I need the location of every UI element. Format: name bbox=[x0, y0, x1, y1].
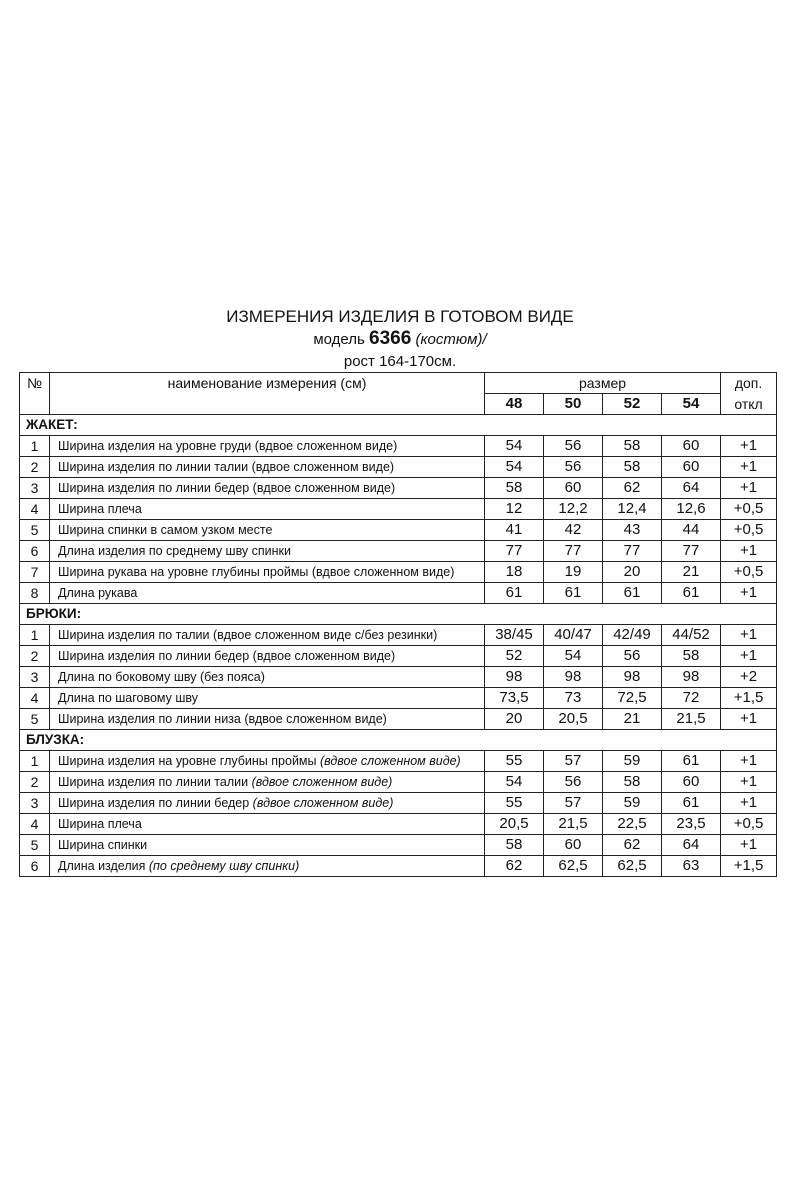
size-value: 62 bbox=[485, 856, 544, 877]
size-value: 22,5 bbox=[603, 814, 662, 835]
measurement-label: Ширина изделия по линии бедер bbox=[58, 796, 253, 810]
size-value: 60 bbox=[662, 436, 721, 457]
tolerance-value: +1 bbox=[721, 625, 777, 646]
measurement-name bbox=[50, 793, 485, 814]
size-value: 98 bbox=[603, 667, 662, 688]
measurement-label: Длина рукава bbox=[58, 586, 138, 600]
table-row bbox=[20, 478, 777, 499]
table-row bbox=[20, 583, 777, 604]
col-name-header: наименование измерения (см) bbox=[50, 373, 485, 415]
size-value: 58 bbox=[603, 772, 662, 793]
size-value: 98 bbox=[544, 667, 603, 688]
measurement-label: Длина изделия по среднему шву спинки bbox=[58, 544, 292, 558]
table-row bbox=[20, 835, 777, 856]
size-value: 56 bbox=[544, 772, 603, 793]
size-value: 77 bbox=[544, 541, 603, 562]
measurement-name bbox=[50, 646, 485, 667]
size-value: 20,5 bbox=[544, 709, 603, 730]
size-value: 23,5 bbox=[662, 814, 721, 835]
model-label: модель bbox=[313, 331, 365, 348]
size-value: 60 bbox=[544, 835, 603, 856]
row-number: 3 bbox=[20, 667, 50, 688]
model-line bbox=[0, 328, 800, 351]
measurement-label: Ширина плеча bbox=[58, 502, 142, 516]
size-value: 12,2 bbox=[544, 499, 603, 520]
tolerance-value: +1 bbox=[721, 793, 777, 814]
height-range: рост 164-170см. bbox=[343, 353, 457, 370]
section-header-row bbox=[20, 730, 777, 751]
size-value: 44 bbox=[662, 520, 721, 541]
section-header-row bbox=[20, 415, 777, 436]
measurement-label: Длина изделия bbox=[58, 859, 149, 873]
table-row bbox=[20, 541, 777, 562]
measurement-name bbox=[50, 772, 485, 793]
size-value: 60 bbox=[662, 457, 721, 478]
size-value: 43 bbox=[603, 520, 662, 541]
page-title: ИЗМЕРЕНИЯ ИЗДЕЛИЯ В ГОТОВОМ ВИДЕ bbox=[226, 307, 574, 326]
measurement-name bbox=[50, 457, 485, 478]
size-value: 42 bbox=[544, 520, 603, 541]
size-value: 41 bbox=[485, 520, 544, 541]
tolerance-value: +1 bbox=[721, 436, 777, 457]
size-value: 20,5 bbox=[485, 814, 544, 835]
measurement-name bbox=[50, 814, 485, 835]
size-value: 21,5 bbox=[544, 814, 603, 835]
tolerance-value: +1 bbox=[721, 478, 777, 499]
measurement-name bbox=[50, 436, 485, 457]
size-value: 58 bbox=[662, 646, 721, 667]
row-number: 6 bbox=[20, 856, 50, 877]
size-value: 58 bbox=[485, 478, 544, 499]
size-value: 61 bbox=[485, 583, 544, 604]
size-value: 61 bbox=[662, 751, 721, 772]
tolerance-value: +1 bbox=[721, 541, 777, 562]
size-value: 20 bbox=[603, 562, 662, 583]
size-value: 56 bbox=[544, 436, 603, 457]
size-value: 73,5 bbox=[485, 688, 544, 709]
size-value: 12,4 bbox=[603, 499, 662, 520]
measurement-name bbox=[50, 667, 485, 688]
size-value: 61 bbox=[603, 583, 662, 604]
table-row bbox=[20, 814, 777, 835]
row-number: 5 bbox=[20, 835, 50, 856]
row-number: 1 bbox=[20, 625, 50, 646]
measurement-table bbox=[19, 372, 777, 877]
size-value: 58 bbox=[485, 835, 544, 856]
size-value: 54 bbox=[544, 646, 603, 667]
table-row bbox=[20, 499, 777, 520]
size-value: 62 bbox=[603, 835, 662, 856]
measurement-label: Ширина изделия по линии низа (вдвое сложенном виде) bbox=[58, 712, 387, 726]
table-row bbox=[20, 562, 777, 583]
size-value: 59 bbox=[603, 751, 662, 772]
size-value: 57 bbox=[544, 751, 603, 772]
size-value: 77 bbox=[485, 541, 544, 562]
size-value: 42/49 bbox=[603, 625, 662, 646]
tolerance-value: +1 bbox=[721, 583, 777, 604]
col-tol-header-bottom: откл bbox=[721, 394, 777, 415]
size-value: 20 bbox=[485, 709, 544, 730]
size-value: 64 bbox=[662, 478, 721, 499]
size-value: 63 bbox=[662, 856, 721, 877]
size-value: 12,6 bbox=[662, 499, 721, 520]
measurement-label: Ширина изделия по линии талии (вдвое сложенном виде) bbox=[58, 460, 395, 474]
size-value: 40/47 bbox=[544, 625, 603, 646]
size-value: 55 bbox=[485, 793, 544, 814]
size-value: 77 bbox=[603, 541, 662, 562]
measurement-label: Ширина рукава на уровне глубины проймы (вдвое сложенном виде) bbox=[58, 565, 455, 579]
row-number: 4 bbox=[20, 814, 50, 835]
size-value: 21,5 bbox=[662, 709, 721, 730]
col-tol-header-top: доп. bbox=[721, 373, 777, 394]
measurement-label: Ширина спинки в самом узком месте bbox=[58, 523, 273, 537]
row-number: 4 bbox=[20, 688, 50, 709]
size-value: 98 bbox=[662, 667, 721, 688]
tolerance-value: +2 bbox=[721, 667, 777, 688]
size-value: 44/52 bbox=[662, 625, 721, 646]
table-row bbox=[20, 625, 777, 646]
size-48: 48 bbox=[485, 394, 544, 415]
size-value: 54 bbox=[485, 457, 544, 478]
col-num-header: № bbox=[20, 373, 50, 415]
size-value: 77 bbox=[662, 541, 721, 562]
size-value: 57 bbox=[544, 793, 603, 814]
tolerance-value: +1 bbox=[721, 772, 777, 793]
size-value: 72 bbox=[662, 688, 721, 709]
table-row bbox=[20, 772, 777, 793]
row-number: 8 bbox=[20, 583, 50, 604]
table-row bbox=[20, 646, 777, 667]
table-row bbox=[20, 793, 777, 814]
tolerance-value: +1 bbox=[721, 457, 777, 478]
table-row bbox=[20, 856, 777, 877]
table-row bbox=[20, 751, 777, 772]
size-value: 52 bbox=[485, 646, 544, 667]
measurement-name bbox=[50, 856, 485, 877]
size-value: 59 bbox=[603, 793, 662, 814]
tolerance-value: +1,5 bbox=[721, 688, 777, 709]
tolerance-value: +1,5 bbox=[721, 856, 777, 877]
row-number: 4 bbox=[20, 499, 50, 520]
row-number: 6 bbox=[20, 541, 50, 562]
measurement-note: (вдвое сложенном виде) bbox=[252, 796, 394, 810]
row-number: 7 bbox=[20, 562, 50, 583]
measurement-note: (по среднему шву спинки) bbox=[148, 859, 300, 873]
size-value: 56 bbox=[544, 457, 603, 478]
size-value: 19 bbox=[544, 562, 603, 583]
section-header-row bbox=[20, 604, 777, 625]
row-number: 2 bbox=[20, 457, 50, 478]
table-body bbox=[20, 373, 777, 877]
section-title: БЛУЗКА: bbox=[20, 730, 777, 751]
tolerance-value: +0,5 bbox=[721, 562, 777, 583]
measurement-name bbox=[50, 541, 485, 562]
size-50: 50 bbox=[544, 394, 603, 415]
measurement-label: Ширина изделия по линии талии bbox=[58, 775, 252, 789]
section-title: ЖАКЕТ: bbox=[20, 415, 777, 436]
row-number: 2 bbox=[20, 646, 50, 667]
measurement-note: (вдвое сложенном виде) bbox=[319, 754, 461, 768]
row-number: 1 bbox=[20, 436, 50, 457]
size-value: 61 bbox=[662, 583, 721, 604]
size-value: 54 bbox=[485, 772, 544, 793]
measurement-note: (вдвое сложенном виде) bbox=[251, 775, 393, 789]
tolerance-value: +0,5 bbox=[721, 499, 777, 520]
tolerance-value: +0,5 bbox=[721, 520, 777, 541]
tolerance-value: +1 bbox=[721, 646, 777, 667]
size-value: 58 bbox=[603, 457, 662, 478]
size-value: 72,5 bbox=[603, 688, 662, 709]
size-value: 73 bbox=[544, 688, 603, 709]
size-value: 60 bbox=[544, 478, 603, 499]
header-row bbox=[20, 373, 777, 394]
size-value: 58 bbox=[603, 436, 662, 457]
measurement-name bbox=[50, 499, 485, 520]
measurement-label: Ширина изделия на уровне груди (вдвое сложенном виде) bbox=[58, 439, 398, 453]
size-value: 54 bbox=[485, 436, 544, 457]
size-value: 18 bbox=[485, 562, 544, 583]
row-number: 1 bbox=[20, 751, 50, 772]
row-number: 5 bbox=[20, 709, 50, 730]
row-number: 2 bbox=[20, 772, 50, 793]
row-number: 3 bbox=[20, 793, 50, 814]
size-value: 64 bbox=[662, 835, 721, 856]
title-block bbox=[0, 306, 800, 373]
size-value: 62,5 bbox=[544, 856, 603, 877]
col-size-header: размер bbox=[485, 373, 721, 394]
measurement-label: Длина по шаговому шву bbox=[58, 691, 199, 705]
measurement-label: Ширина спинки bbox=[58, 838, 148, 852]
measurement-label: Ширина изделия по талии (вдвое сложенном виде с/без резинки) bbox=[58, 628, 438, 642]
row-number: 3 bbox=[20, 478, 50, 499]
measurement-name bbox=[50, 478, 485, 499]
section-title: БРЮКИ: bbox=[20, 604, 777, 625]
measurement-name bbox=[50, 835, 485, 856]
tolerance-value: +1 bbox=[721, 751, 777, 772]
table-row bbox=[20, 520, 777, 541]
measurement-name bbox=[50, 709, 485, 730]
measurement-name bbox=[50, 625, 485, 646]
table-row bbox=[20, 667, 777, 688]
size-value: 55 bbox=[485, 751, 544, 772]
measurement-name bbox=[50, 583, 485, 604]
tolerance-value: +1 bbox=[721, 835, 777, 856]
tolerance-value: +1 bbox=[721, 709, 777, 730]
model-number: 6366 bbox=[369, 328, 412, 349]
size-value: 62 bbox=[603, 478, 662, 499]
measurement-label: Ширина изделия на уровне глубины проймы bbox=[58, 754, 320, 768]
row-number: 5 bbox=[20, 520, 50, 541]
size-value: 60 bbox=[662, 772, 721, 793]
measurement-label: Ширина изделия по линии бедер (вдвое сложенном виде) bbox=[58, 481, 396, 495]
size-value: 21 bbox=[603, 709, 662, 730]
measurement-name bbox=[50, 562, 485, 583]
size-52: 52 bbox=[603, 394, 662, 415]
measurement-name bbox=[50, 688, 485, 709]
table-row bbox=[20, 688, 777, 709]
measurement-name bbox=[50, 520, 485, 541]
size-value: 61 bbox=[544, 583, 603, 604]
measurement-label: Ширина плеча bbox=[58, 817, 142, 831]
size-value: 61 bbox=[662, 793, 721, 814]
size-54: 54 bbox=[662, 394, 721, 415]
table-row bbox=[20, 436, 777, 457]
tolerance-value: +0,5 bbox=[721, 814, 777, 835]
measurement-label: Ширина изделия по линии бедер (вдвое сложенном виде) bbox=[58, 649, 396, 663]
measurement-label: Длина по боковому шву (без пояса) bbox=[58, 670, 265, 684]
model-kind: (костюм)/ bbox=[415, 331, 487, 348]
size-value: 21 bbox=[662, 562, 721, 583]
size-value: 62,5 bbox=[603, 856, 662, 877]
size-value: 56 bbox=[603, 646, 662, 667]
size-value: 98 bbox=[485, 667, 544, 688]
size-value: 38/45 bbox=[485, 625, 544, 646]
table-row bbox=[20, 457, 777, 478]
size-value: 12 bbox=[485, 499, 544, 520]
measurement-name bbox=[50, 751, 485, 772]
table-row bbox=[20, 709, 777, 730]
